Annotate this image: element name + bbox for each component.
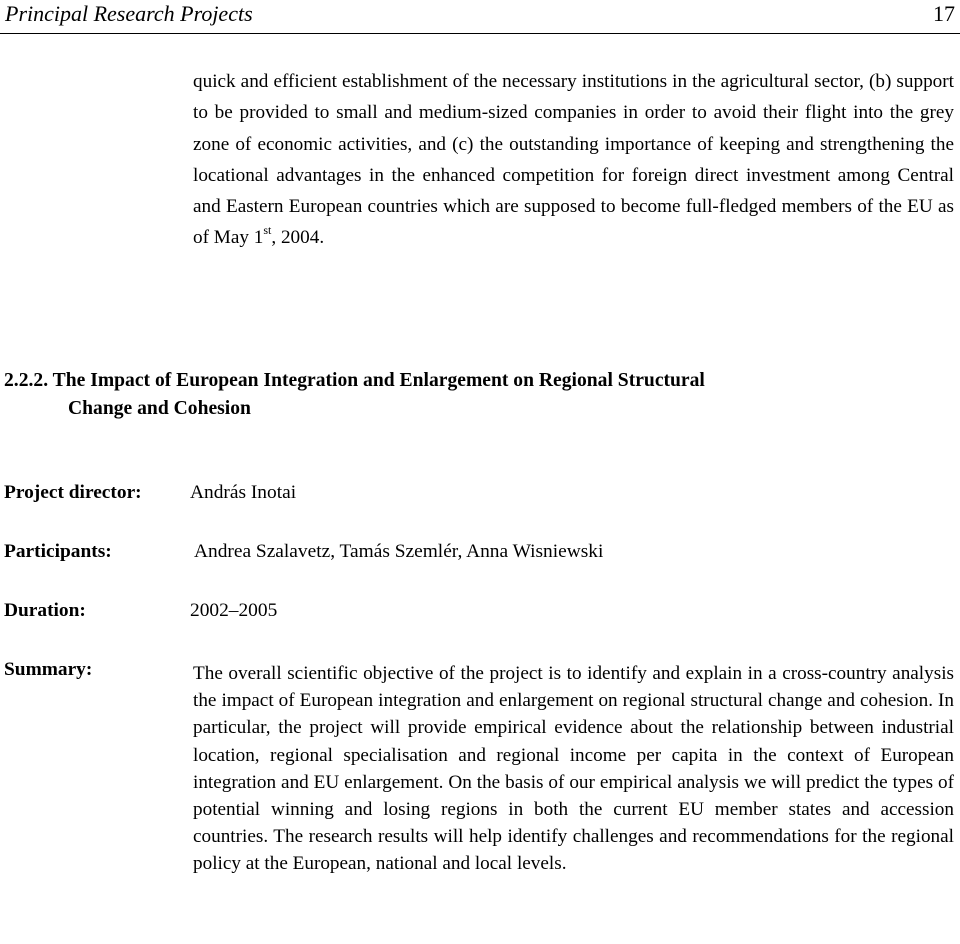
running-header <box>0 0 960 34</box>
duration-label: Duration: <box>4 600 86 621</box>
summary-label: Summary: <box>4 659 93 680</box>
section-heading <box>4 367 954 423</box>
ordinal-superscript: st <box>263 223 272 238</box>
intro-paragraph <box>193 66 954 256</box>
project-director-value: András Inotai <box>190 482 297 503</box>
section-heading-line2: Change and Cohesion <box>68 398 251 419</box>
intro-text-end: , 2004. <box>271 227 325 249</box>
duration-value: 2002–2005 <box>190 600 278 621</box>
section-heading-line1: 2.2.2. The Impact of European Integration and Enlargement on Regional Structural <box>4 370 705 391</box>
summary-text: The overall scientific objective of the project is to identify and explain in a cross-country analysis the impact of European integration and enlargement on regional structural change and cohesion. In particular, the project will provide empirical evidence about the relationship between industrial location, regional specialisation and regional income per capita in the context of European integration and EU enlargement. On the basis of our empirical analysis we will predict the types of potential winning and losing regions in both the current EU member states and accession countries. The research results will help identify challenges and recommendations for the regional policy at the European, national and local levels. <box>193 663 954 875</box>
page-number: 17 <box>933 1 955 26</box>
header-title: Principal Research Projects <box>5 1 253 26</box>
participants-label: Participants: <box>4 541 112 562</box>
project-director-label: Project director: <box>4 482 142 503</box>
participants-value: Andrea Szalavetz, Tamás Szemlér, Anna Wisniewski <box>194 541 604 562</box>
intro-text: quick and efficient establishment of the necessary institutions in the agricultural sector, (b) support to be provided to small and medium-sized companies in order to avoid their flight into the grey zone of economic activities, and (c) the outstanding importance of keeping and strengthening the locational advantages in the enhanced competition for foreign direct investment among Central and Eastern European countries which are supposed to become full-fledged members of the EU as of May 1 <box>193 71 954 249</box>
